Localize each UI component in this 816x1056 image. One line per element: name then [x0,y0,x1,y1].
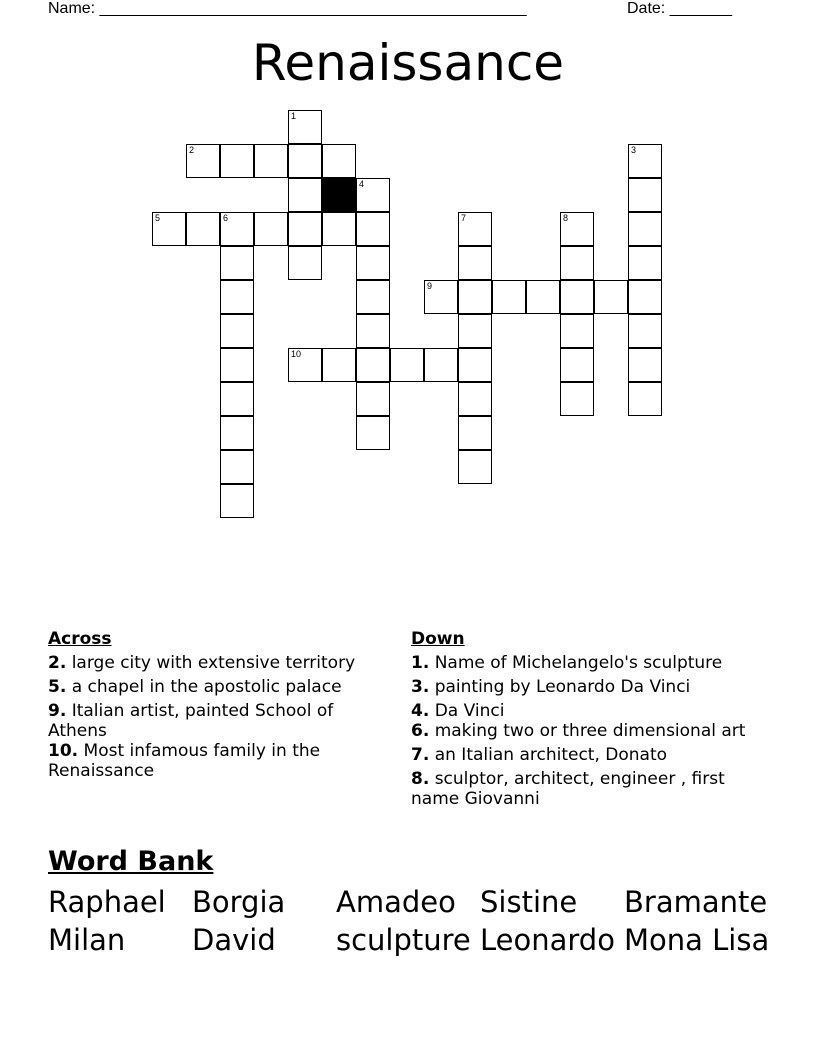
clue-text: Most infamous family in the Renaissance [48,741,321,781]
clue-text: sculptor, architect, engineer , first name Giovanni [411,769,725,809]
crossword-cell[interactable] [220,314,254,348]
crossword-cell[interactable] [424,348,458,382]
crossword-cell[interactable] [288,246,322,280]
crossword-cell[interactable] [560,246,594,280]
date-line: Date: _______ [627,0,732,17]
crossword-cell[interactable] [560,348,594,382]
crossword-cell[interactable] [628,178,662,212]
clue-number-label: 5 [155,213,161,223]
crossword-cell[interactable] [288,212,322,246]
clue-text: Name of Michelangelo's sculpture [434,653,723,673]
down-clue-1 [411,653,761,673]
crossword-cell[interactable] [492,280,526,314]
crossword-cell[interactable] [458,280,492,314]
clue-number-label: 4 [359,179,365,189]
down-heading: Down [411,629,465,649]
crossword-cell[interactable] [560,314,594,348]
clue-number: 3. [411,677,430,697]
crossword-cell[interactable] [220,348,254,382]
across-clue-5 [48,677,388,697]
crossword-cell[interactable] [356,314,390,348]
crossword-cell[interactable] [356,280,390,314]
crossword-cell[interactable] [356,212,390,246]
clue-number-label: 6 [223,213,229,223]
clue-number: 10. [48,741,79,761]
crossword-cell[interactable] [458,382,492,416]
word-bank-item: Raphael [48,885,166,919]
clue-number-label: 7 [461,213,467,223]
crossword-cell[interactable] [628,348,662,382]
across-clues [48,629,388,785]
clue-number: 4. [411,701,430,721]
clue-number-label: 10 [291,349,302,359]
crossword-cell[interactable] [458,314,492,348]
crossword-cell[interactable] [628,382,662,416]
crossword-cell[interactable] [220,212,254,246]
clue-number-label: 3 [631,145,637,155]
clue-text: Da Vinci [434,701,505,721]
across-heading: Across [48,629,112,649]
clue-number: 6. [411,721,430,741]
word-bank [48,883,768,959]
crossword-cell[interactable] [628,212,662,246]
crossword-cell[interactable] [356,382,390,416]
clue-number: 2. [48,653,67,673]
crossword-cell[interactable] [288,348,322,382]
clue-number: 9. [48,701,67,721]
clue-text: Italian artist, painted School of Athens [48,701,334,741]
crossword-cell[interactable] [594,280,628,314]
clue-number: 5. [48,677,67,697]
crossword-cell[interactable] [288,110,322,144]
name-line: Name: ________________________________________________ [48,0,527,17]
down-clues [411,629,761,813]
clue-number-label: 9 [427,281,433,291]
crossword-cell[interactable] [458,212,492,246]
crossword-cell[interactable] [560,212,594,246]
crossword-cell[interactable] [356,178,390,212]
crossword-cell[interactable] [220,144,254,178]
crossword-cell[interactable] [356,348,390,382]
crossword-cell[interactable] [458,348,492,382]
down-clue-7 [411,745,761,765]
crossword-cell[interactable] [560,280,594,314]
down-clue-4 [411,701,761,721]
down-clue-3 [411,677,761,697]
word-bank-item: Leonardo [480,923,615,957]
word-bank-item: David [192,923,276,957]
clue-text: large city with extensive territory [71,653,356,673]
crossword-cell[interactable] [322,144,356,178]
clue-text: making two or three dimensional art [434,721,746,741]
crossword-cell[interactable] [356,416,390,450]
crossword-cell[interactable] [220,416,254,450]
crossword-black-cell [322,178,356,212]
word-bank-item: Sistine [480,885,578,919]
down-clue-6 [411,721,761,741]
crossword-cell[interactable] [152,212,186,246]
clue-number: 8. [411,769,430,789]
crossword-cell[interactable] [628,144,662,178]
crossword-cell[interactable] [220,450,254,484]
crossword-cell[interactable] [322,212,356,246]
crossword-cell[interactable] [628,314,662,348]
crossword-cell[interactable] [526,280,560,314]
page-title: Renaissance [251,34,565,92]
across-clue-2 [48,653,388,673]
crossword-cell[interactable] [254,212,288,246]
crossword-cell[interactable] [322,348,356,382]
clue-number-label: 1 [291,111,297,121]
word-bank-item: sculpture [336,923,471,957]
word-bank-item: Milan [48,923,126,957]
crossword-cell[interactable] [254,144,288,178]
clue-text: painting by Leonardo Da Vinci [434,677,691,697]
clue-text: a chapel in the apostolic palace [71,677,342,697]
crossword-cell[interactable] [628,280,662,314]
crossword-cell[interactable] [560,382,594,416]
crossword-cell[interactable] [288,178,322,212]
clue-number: 1. [411,653,430,673]
clue-number-label: 2 [189,145,195,155]
crossword-cell[interactable] [220,484,254,518]
clue-text: an Italian architect, Donato [434,745,668,765]
crossword-cell[interactable] [458,416,492,450]
crossword-cell[interactable] [390,348,424,382]
crossword-cell[interactable] [186,212,220,246]
down-clue-8 [411,769,761,809]
across-clue-9 [48,701,388,741]
word-bank-item: Borgia [192,885,286,919]
crossword-cell[interactable] [186,144,220,178]
crossword-cell[interactable] [458,246,492,280]
crossword-cell[interactable] [424,280,458,314]
across-clue-10 [48,741,388,781]
crossword-cell[interactable] [356,246,390,280]
crossword-cell[interactable] [288,144,322,178]
crossword-cell[interactable] [220,280,254,314]
word-bank-item: Amadeo [336,885,456,919]
word-bank-item: Bramante [624,885,768,919]
word-bank-title: Word Bank [48,846,214,877]
clue-number-label: 8 [563,213,569,223]
crossword-cell[interactable] [220,246,254,280]
clue-number: 7. [411,745,430,765]
crossword-cell[interactable] [458,450,492,484]
crossword-cell[interactable] [628,246,662,280]
crossword-cell[interactable] [220,382,254,416]
word-bank-item: Mona Lisa [624,923,770,957]
